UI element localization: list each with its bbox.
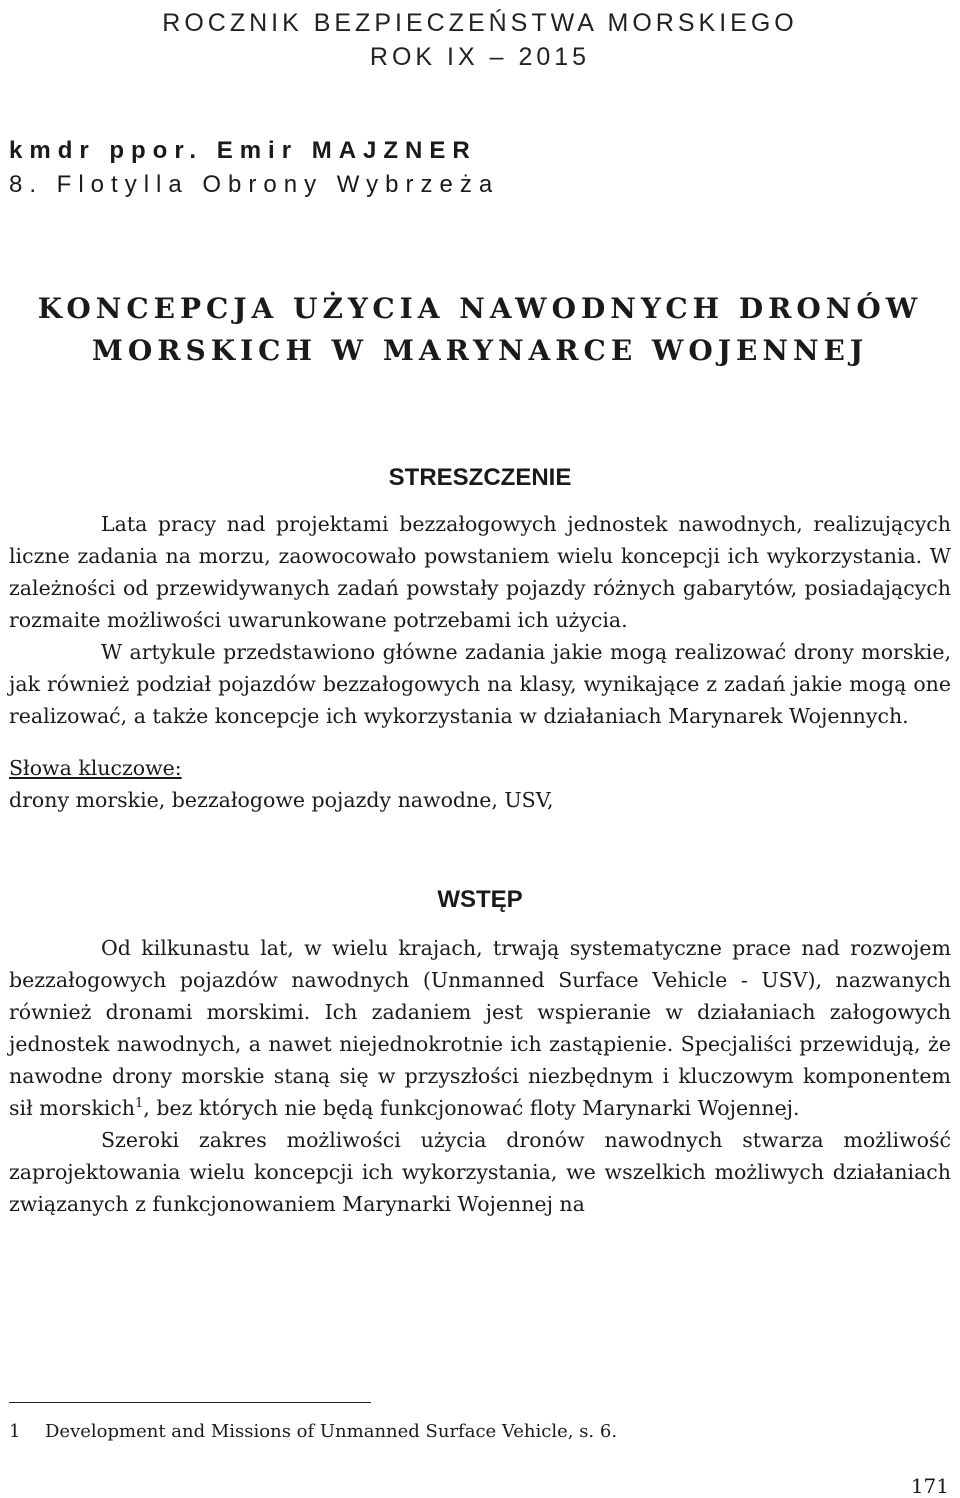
introduction-paragraph-2: Szeroki zakres możliwości użycia dronów nawodnych stwarza możliwość zaprojektowania wielu koncepcji ich wykorzystania, we wszelkich możliwych działaniach związanych z funkcjonowaniem Marynarki Wojennej na: [9, 1128, 951, 1216]
abstract-paragraph-2: W artykule przedstawiono główne zadania jakie mogą realizować drony morskie, jak również podział pojazdów bezzałogowych na klasy, wynikające z zadań jakie mogą one realizować, a także koncepcje ich wykorzystania w działaniach Marynarek Wojennych.: [9, 640, 951, 728]
journal-name: ROCZNIK BEZPIECZEŃSTWA MORSKIEGO: [162, 9, 798, 37]
author-affiliation: 8. Flotylla Obrony Wybrzeża: [9, 171, 500, 198]
introduction-paragraph-1-text-a: Od kilkunastu lat, w wielu krajach, trwają systematyczne prace nad rozwojem bezzałogowych pojazdów nawodnych (Unmanned Surface Vehicle - USV), nazwanych również dronami morskimi. Ich zadaniem jest wspieranie w działaniach załogowych jednostek nawodnych, a nawet niejednokrotnie ich zastąpienie. Specjaliści przewidują, że nawodne drony morskie staną się w przyszłości niezbędnym i kluczowym komponentem sił morskich: [9, 936, 951, 1120]
keywords-block: [9, 752, 951, 816]
keywords-label: Słowa kluczowe:: [9, 756, 182, 780]
page-number: 171: [910, 1474, 949, 1498]
article-title-line-2: MORSKICH W MARYNARCE WOJENNEJ: [91, 334, 869, 367]
footnote-number: 1: [9, 1421, 21, 1442]
introduction-heading: WSTĘP: [437, 886, 523, 913]
footnote-divider: [9, 1402, 371, 1403]
footnote: [9, 1418, 617, 1446]
abstract-paragraph-1: Lata pracy nad projektami bezzałogowych jednostek nawodnych, realizujących liczne zadania na morzu, zaowocowało powstaniem wielu koncepcji ich wykorzystania. W zależności od przewidywanych zadań powstały pojazdy różnych gabarytów, posiadających rozmaite możliwości uwarunkowane potrzebami ich użycia.: [9, 512, 951, 632]
page: [9, 0, 951, 1498]
article-title-line-1: KONCEPCJA UŻYCIA NAWODNYCH DRONÓW: [37, 292, 923, 325]
author-name: kmdr ppor. Emir MAJZNER: [9, 137, 477, 164]
introduction-body: [9, 932, 951, 1220]
introduction-paragraph-1-text-b: , bez których nie będą funkcjonować floty Marynarki Wojennej.: [143, 1096, 800, 1120]
author-block: [9, 134, 951, 202]
abstract-heading: STRESZCZENIE: [388, 464, 572, 491]
journal-issue: ROK IX – 2015: [369, 43, 591, 71]
keywords-text: drony morskie, bezzałogowe pojazdy nawodne, USV,: [9, 788, 554, 812]
introduction-paragraph-1: [9, 932, 951, 1124]
journal-header: [9, 6, 951, 74]
article-title: [9, 288, 951, 372]
abstract-body: [9, 508, 951, 732]
footnote-reference: 1: [135, 1096, 144, 1112]
footnote-text: Development and Missions of Unmanned Surface Vehicle, s. 6.: [45, 1421, 618, 1442]
